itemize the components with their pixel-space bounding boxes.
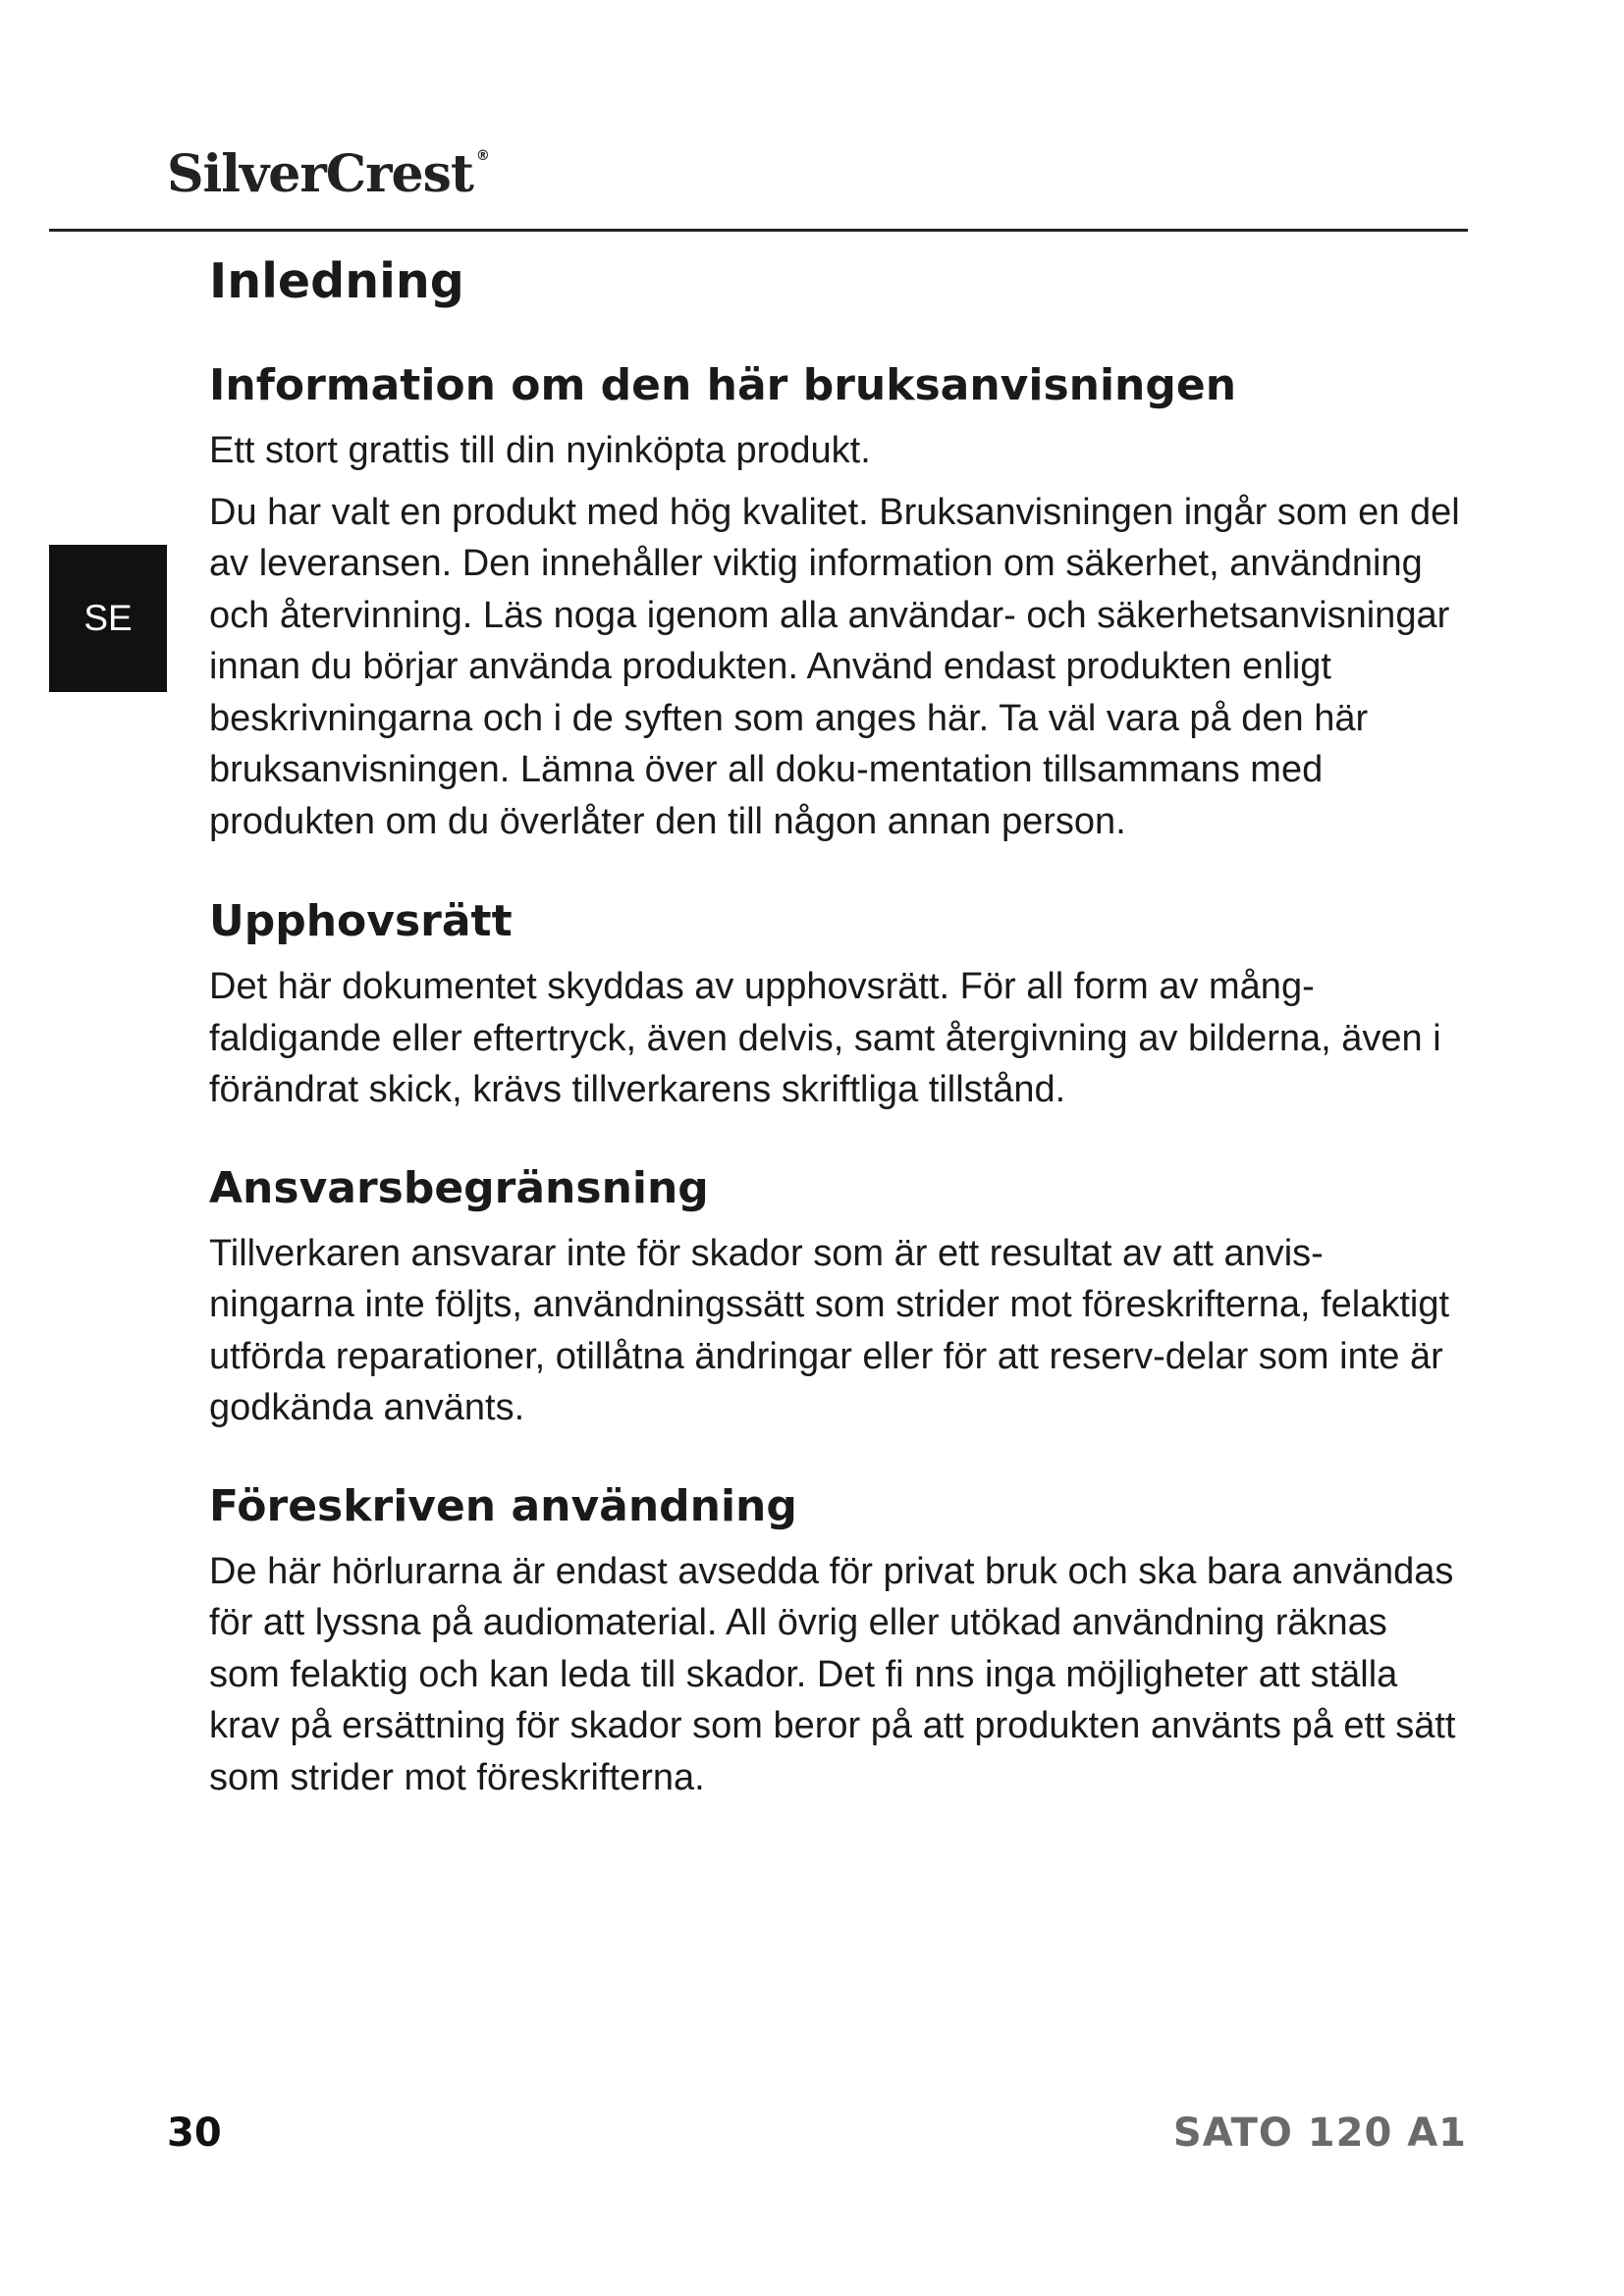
registered-mark: ® [475,148,489,164]
section-paragraph: Ett stort grattis till din nyinköpta produkt. [209,430,871,471]
section-copyright [209,894,1468,1116]
brand-name: SilverCrest [167,144,473,204]
section-paragraph: De här hörlurarna är endast avsedda för privat bruk och ska bara användas för att lyssna på audiomaterial. All övrig eller utökad användning räknas som felaktig och kan leda till skador. Det fi nns inga möjligheter att ställa krav på ersättning för skador som beror på att produkten använts på ett sätt som strider mot föreskrifterna. [209,1550,1456,1798]
section-paragraph: Tillverkaren ansvarar inte för skador som är ett resultat av att anvis-ningarna inte följts, användningssätt som strider mot föreskrifterna, felaktigt utförda reparationer, otillåtna ändringar eller för att reserv-delar som inte är godkända använts. [209,1232,1450,1428]
header-divider [49,229,1468,232]
page-number: 30 [167,2110,222,2156]
language-tab [49,545,167,692]
section-paragraph: Det här dokumentet skyddas av upphovsrätt. För all form av mång-faldigande eller eftertryck, även delvis, samt återgivning av bilderna, även i förändrat skick, krävs tillverkarens skriftliga tillstånd. [209,966,1441,1110]
section-heading: Upphovsrätt [209,896,513,946]
section-heading: Information om den här bruksanvisningen [209,360,1237,410]
language-tab-label: SE [83,598,133,638]
section-liability [209,1161,1468,1434]
section-heading: Föreskriven användning [209,1480,797,1531]
section-information [209,358,1468,847]
brand-logo [167,144,489,204]
section-intended-use [209,1479,1468,1804]
page-content [209,250,1468,1848]
page-title: Inledning [209,253,464,309]
section-heading: Ansvarsbegränsning [209,1162,709,1213]
section-paragraph: Du har valt en produkt med hög kvalitet. Bruksanvisningen ingår som en del av leveransen. Den innehåller viktig information om säkerhet, användning och återvinning. Läs noga igenom alla användar- och säkerhetsanvisningar innan du börjar använda produkten. Använd endast produkten enligt beskrivningarna och i de syften som anges här. Ta väl vara på den här bruksanvisningen. Lämna över all doku-mentation tillsammans med produkten om du överlåter den till någon annan person. [209,491,1460,842]
model-name: SATO 120 A1 [1172,2110,1467,2156]
